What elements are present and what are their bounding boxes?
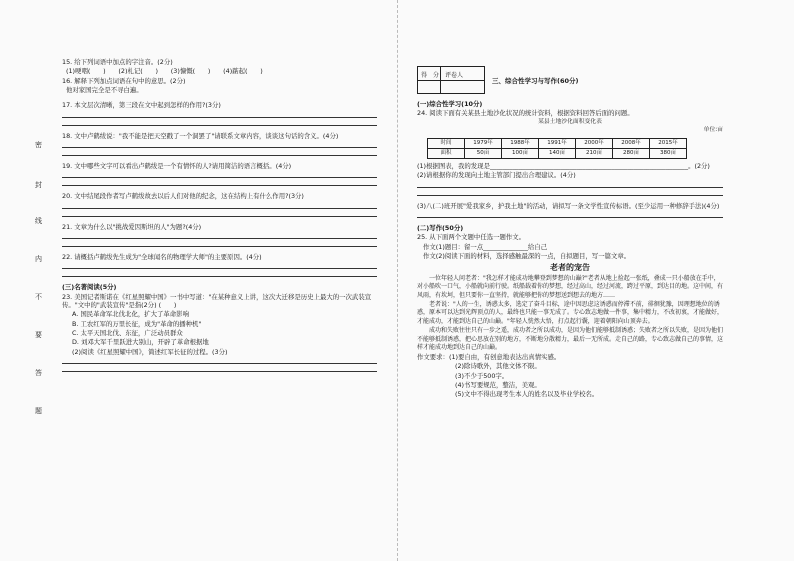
question-15: 15. 给下列词语中加点的字注音。(2分) xyxy=(62,58,173,66)
table-cell: 1991年 xyxy=(539,138,576,148)
question-23 xyxy=(62,293,377,310)
table-unit: 单位:亩 xyxy=(703,127,723,134)
answer-line[interactable] xyxy=(62,208,377,209)
table-cell: 面积 xyxy=(428,148,465,158)
essay-paragraph: 成功和失败往往只有一步之遥，成功者之所以成功，是因为他们能够抵制诱惑；失败者之所以失败，是因为他们不能够抵制诱惑，把心思放在别的地方，不断地分散精力，最后一无所成。走自己的路，专心致志做自己的事情，这样才能成功地到达自己的山巅。 xyxy=(417,326,724,352)
question-23-2: (2)阅读《红星照耀中国》，简述红军长征的过程。(3分) xyxy=(72,347,228,356)
question-25: 25. 从下面两个文题中任选一题作文。 xyxy=(417,233,526,242)
question-15-items: (1)哽咽( ) (2)札记( ) (3)慷慨( ) (4)踮起( ) xyxy=(66,67,263,76)
essay-paragraph: 老者说："人的一生，诱惑太多，选定了奋斗目标，途中因思虑这诱惑而停滞不前，徘徊犹豫，因理想地位的诱惑，原本可以达到光辉顶点的人，最终也只能一事无成了。专心致志地做一件事，集中精力，不改初衷，才能做好，才能成功，才能到达自己的山巅。"年轻人恍然大悟，打点起行囊，迎着朝阳向山顶奔去。 xyxy=(417,300,724,326)
question-17: 17. 本文层次清晰，第三段在文中起到怎样的作用?(3分) xyxy=(62,101,221,110)
sub-section-2: (二)写作(50分) xyxy=(417,223,464,232)
question-23-text: 23. 美国记者斯诺在《红星照耀中国》一书中写道："在某种意义上讲，这次大迁移是历史上最大的一次武装宣传。"文中的"武装宣传"是指(2分) xyxy=(62,292,372,309)
table-cell: 1979年 xyxy=(465,138,502,148)
question-20: 20. 文中结尾段作者写卢鹤绂故去以后人们对他的纪念，这在结构上有什么作用?(3分) xyxy=(62,192,304,201)
answer-line[interactable] xyxy=(417,187,723,188)
answer-paren[interactable]: ( ) xyxy=(158,300,177,309)
requirement: (2)除诗歌外，其他文体不限。 xyxy=(455,362,541,371)
table-row xyxy=(428,148,687,158)
option-c: C. 太平天国北伐、东征，广泛动员群众 xyxy=(72,328,183,337)
option-a: A. 国民革命军北伐北化，扩大了革命影响 xyxy=(72,310,189,319)
table-cell: 280亩 xyxy=(613,148,650,158)
table-cell: 100亩 xyxy=(502,148,539,158)
table-header-row xyxy=(428,138,687,148)
table-title: 某县土地沙化面积变化表 xyxy=(538,118,602,125)
answer-line[interactable] xyxy=(62,117,377,118)
question-16: 16. 解释下列加点词语在句中的意思。(2分) xyxy=(62,76,186,85)
question-24-1: (1)根据图表，我的发现是______________________________________________________________。(2分) xyxy=(417,162,710,170)
margin-char: 封 xyxy=(35,181,42,189)
essay-title: 老者的宠告 xyxy=(550,262,590,273)
margin-char: 题 xyxy=(35,407,42,415)
answer-line[interactable] xyxy=(62,371,377,372)
option-d: D. 刘邓大军千里跃进大别山，开辟了革命根据地 xyxy=(72,338,209,347)
left-column xyxy=(62,58,377,372)
table-cell: 380亩 xyxy=(650,148,687,158)
answer-line[interactable] xyxy=(62,363,377,364)
question-21: 21. 文章为什么以"挑战爱因斯坦的人"为题?(4分) xyxy=(62,222,202,231)
requirement: (4)书写要规范，整洁，美观。 xyxy=(455,380,541,389)
score-box xyxy=(417,66,485,94)
margin-char: 不 xyxy=(35,293,42,301)
margin-char: 答 xyxy=(35,369,42,377)
question-22: 22. 请概括卢鹤绂先生成为"全球闻名的物理学大师"的主要原因。(4分) xyxy=(62,252,262,261)
table-cell: 时间 xyxy=(428,138,465,148)
requirement: (3)不少于500字。 xyxy=(455,371,509,380)
essay-paragraph: 一位年轻人问老者："我怎样才能成功地攀登到梦想的山巅?"老者从地上捡起一张纸，叠成一只小船放在手中，对小船吹一口气，小船就向前行驶。纸船载着你的梦想，经过高山，经过河流，跨过平原，到达目的地。这中间，有风雨，有坎坷，但只要你一直坚持，就能够把你的梦想送到想去的地方…… xyxy=(417,274,724,300)
table-cell: 210亩 xyxy=(576,148,613,158)
question-24: 24. 阅读下面有关某县土地沙化状况的统计资料，根据资料回答后面的问题。 xyxy=(417,109,634,118)
answer-line[interactable] xyxy=(62,147,377,148)
table-cell: 2008年 xyxy=(613,138,650,148)
answer-line[interactable] xyxy=(62,177,377,178)
topic-2: 作文(2)阅读下面的材料，选择感触最深的一点，自拟题目，写一篇文章。 xyxy=(423,251,631,260)
requirement: (5)文中不得出现考生本人的姓名以及毕业学校名。 xyxy=(455,390,599,399)
table-cell: 140亩 xyxy=(539,148,576,158)
answer-line[interactable] xyxy=(62,238,377,239)
requirement-title: 作文要求：(1)要自由，有创意地表达出真情实感。 xyxy=(417,352,561,361)
margin-char: 线 xyxy=(35,217,42,225)
table-cell: 1988年 xyxy=(502,138,539,148)
table-cell: 2000年 xyxy=(576,138,613,148)
question-16-sentence: 他对家国完全是不寻白遍。 xyxy=(66,85,143,94)
margin-char: 要 xyxy=(35,331,42,339)
margin-char: 密 xyxy=(35,141,42,149)
fold-line xyxy=(397,0,398,561)
question-24-3: (3)八(二)班开展"爱我家乡，护我土地"的活动，请拟写一条文学性宣传标语。(至少运用一种修辞手法)(4分) xyxy=(417,201,720,210)
grader-label: 评卷人 xyxy=(445,72,464,79)
answer-line[interactable] xyxy=(62,268,377,269)
sub-section-1: (一)综合性学习(10分) xyxy=(417,100,483,108)
section-title: 三、综合性学习与写作(60分) xyxy=(492,77,579,85)
question-18: 18. 文中卢鹤绂说："我不能是把天空戳了一个洞罢了"请联系文章内容，谈谈这句话的含义。(4分) xyxy=(62,131,339,140)
table-cell: 2015年 xyxy=(650,138,687,148)
topic-1: 作文(1)题目：留一点______________给自己 xyxy=(423,242,548,251)
score-label: 得 分 xyxy=(421,72,440,79)
question-24-2: (2)请根据你的发现向土地主管部门提出合理建议。(4分) xyxy=(417,171,576,180)
section-mingzhu: (三)名著阅读(5分) xyxy=(62,283,117,292)
question-19: 19. 文中哪些文字可以看出卢鹤绂是一个有情怀的人?请用简洁的语言概括。(4分) xyxy=(62,161,292,170)
option-b: B. 工农红军的万里长征，成为"革命的播种机" xyxy=(72,319,202,328)
sand-table xyxy=(427,138,687,159)
table-cell: 50亩 xyxy=(465,148,502,158)
right-column xyxy=(417,100,723,400)
margin-char: 内 xyxy=(35,255,42,263)
